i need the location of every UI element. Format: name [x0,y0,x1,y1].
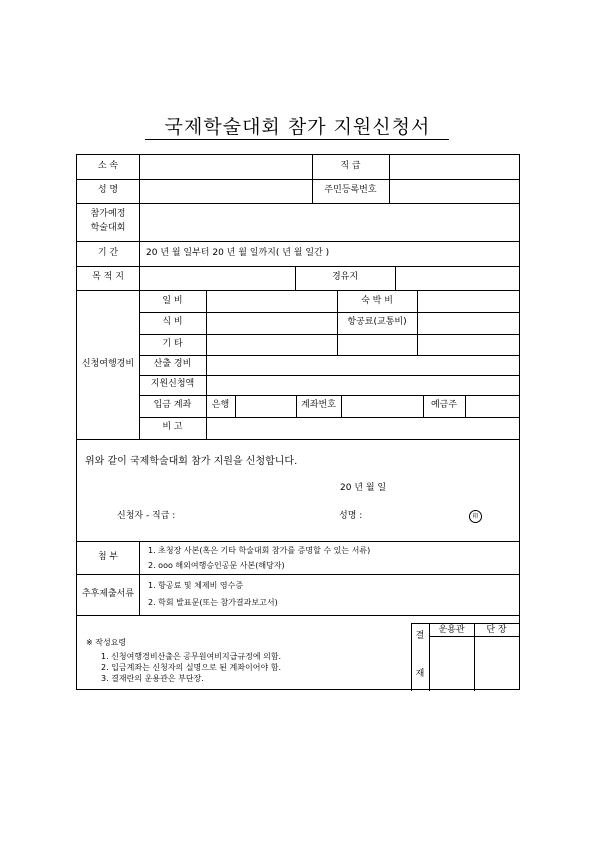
via-label: 경유지 [331,272,359,282]
deposit-account-label: 입금 계좌 [153,400,192,410]
row-divider [77,241,519,242]
remarks-label: 비 고 [162,422,183,432]
row-divider [77,574,519,575]
approval-label-2: 재 [415,669,425,679]
expense-group-label: 신청여행경비 [81,359,135,369]
attachment-item-2: 2. ooo 해외여행승인공문 사본(해당자) [148,561,285,570]
declaration-text: 위와 같이 국제학술대회 참가 지원을 신청합니다. [85,456,298,467]
col-divider [389,155,390,203]
col-divider [341,395,342,417]
support-amount-label: 지원신청액 [150,379,195,389]
seal-mark [469,510,482,523]
period-label: 기 간 [97,248,119,258]
calc-label: 산출 경비 [153,359,192,369]
later-doc-item-1: 1. 항공료 및 체제비 영수증 [148,581,244,590]
destination-label: 목 적 지 [92,272,124,282]
col-divider [139,541,140,615]
row-divider [139,355,519,356]
affiliation-label: 소 속 [97,161,119,171]
period-value: 20 년 월 일부터 20 년 월 일까지( 년 월 일간 ) [146,248,330,258]
row-divider [139,375,519,376]
attachments-label: 첨 부 [97,552,119,562]
row-divider [77,439,519,440]
row-divider [77,203,519,204]
row-divider [139,312,519,313]
row-divider [77,266,519,267]
approval-border [411,623,519,624]
approval-label-1: 결 [415,631,425,641]
approval-border [429,636,519,637]
holder-label: 예금주 [430,400,458,410]
row-divider [139,395,519,396]
col-divider [395,266,396,290]
row-divider [77,615,519,616]
row-divider [77,290,519,291]
col-divider [235,395,236,417]
application-form [76,154,520,690]
resident-no-label: 주민등록번호 [324,185,377,195]
col-divider [206,290,207,439]
approval-col-operator: 운용관 [438,625,465,635]
airfare-label: 항공료(교통비) [347,317,407,327]
note-item-3: 3. 결재란의 운용관은 부단장. [101,674,204,683]
conference-label-1: 참가예정 [90,209,126,219]
row-divider [77,541,519,542]
conference-label-2: 학술대회 [90,223,126,233]
seal-icon: 印 [469,510,482,523]
row-divider [139,334,519,335]
later-docs-label: 추후제출서류 [81,589,135,599]
form-title: 국제학술대회 참가 지원신청서 [164,116,431,138]
col-divider [417,290,418,355]
applicant-sign: 성명 : [339,511,363,521]
applicant-position: 신청자 - 직급 : [117,511,176,521]
later-doc-item-2: 2. 학회 발표문(또는 참가결과보고서) [148,598,278,607]
other-label: 기 타 [162,339,183,349]
declaration-date: 20 년 월 일 [340,483,387,493]
note-item-2: 2. 입금계좌는 신청자의 실명으로 된 계좌이어야 함. [101,663,281,672]
approval-col-head: 단 장 [486,625,507,635]
row-divider [77,179,519,180]
position-label: 직 급 [340,161,361,171]
col-divider [465,395,466,417]
note-item-1: 1. 신청여행경비산출은 공무원여비지급규정에 의함. [101,652,282,661]
lodging-label: 숙 박 비 [361,296,393,306]
daily-label: 일 비 [162,296,183,306]
notes-heading: ※ 작성요령 [86,638,127,647]
title-underline [145,139,449,140]
account-no-label: 계좌번호 [301,400,336,410]
attachment-item-1: 1. 초청장 사본(혹은 기타 학술대회 참가를 증명할 수 있는 서류) [148,546,371,555]
meals-label: 식 비 [162,317,183,327]
bank-label: 은행 [211,400,230,410]
name-label: 성 명 [97,185,119,195]
row-divider [139,417,519,418]
